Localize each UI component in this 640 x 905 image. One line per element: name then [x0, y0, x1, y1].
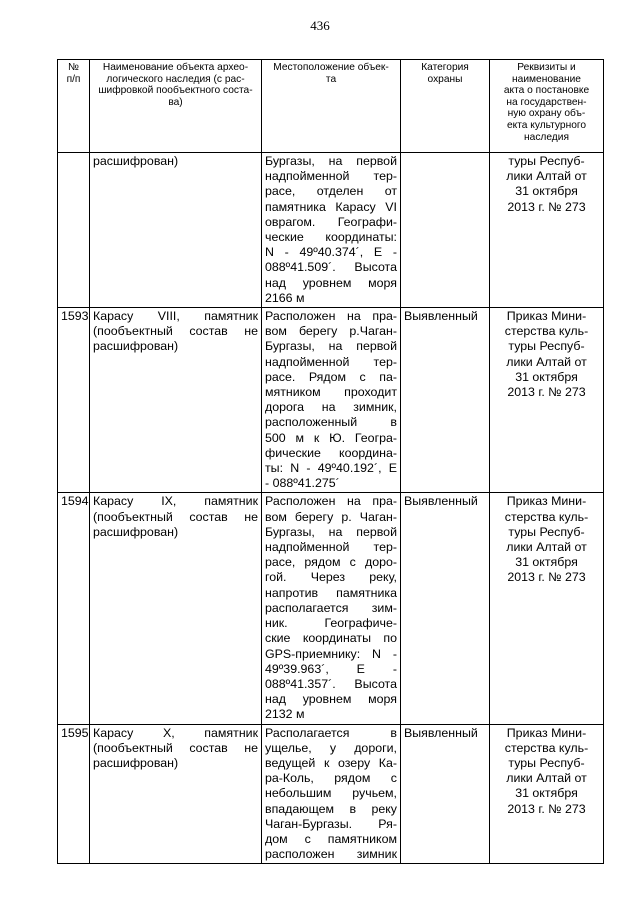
row-number: [58, 153, 90, 308]
location-line: GPS-приемнику: N -: [265, 646, 397, 661]
location-line: ущелье, у дороги,: [265, 740, 397, 755]
location-line: 49º39.963´, E -: [265, 661, 397, 676]
protection-category-cell: Выявленный: [401, 724, 490, 864]
header-number: № п/п: [58, 60, 90, 153]
location-line: надпойменной тер-: [265, 354, 397, 369]
location-line: небольшим ручьем,: [265, 786, 397, 801]
location-line: - 088º41.275´: [265, 476, 340, 491]
location-line: 088º41.509´. Высота: [265, 260, 397, 275]
table-row: [58, 153, 604, 308]
location-line: 500 м к Ю. Геогра-: [265, 430, 397, 445]
location-line: расположенный в: [265, 415, 397, 430]
location-cell: [262, 724, 401, 864]
location-line: надпойменной тер-: [265, 540, 397, 555]
location-line: мятником проходит: [265, 385, 397, 400]
object-name-line: расшифрован): [93, 154, 179, 168]
object-name-line: Карасу X, памятник: [93, 725, 258, 740]
location-line: ра-Коль, рядом с: [265, 771, 397, 786]
requisites-cell: [490, 724, 604, 864]
location-line: Чаган-Бургазы. Ря-: [265, 816, 397, 831]
location-line: впадающем в реку: [265, 801, 397, 816]
table-row: [58, 724, 604, 864]
location-line: 088º41.357´. Высота: [265, 676, 397, 691]
location-line: фические координа-: [265, 445, 397, 460]
location-line: ские координаты по: [265, 631, 397, 646]
table-row: [58, 308, 604, 493]
protection-category-cell: Выявленный: [401, 308, 490, 493]
location-line: 2132 м: [265, 707, 305, 722]
table-header-row: [58, 60, 604, 153]
object-name-cell: [90, 724, 262, 864]
object-name-line: расшифрован): [93, 339, 179, 354]
row-number: 1594: [58, 493, 90, 724]
requisites-cell: [490, 493, 604, 724]
location-line: располагается зим-: [265, 600, 397, 615]
requisites-text: туры Респуб- лики Алтай от 31 октября 2013 г. № 273: [506, 154, 587, 214]
location-line: Бургазы, на первой: [265, 154, 397, 168]
location-line: ты: N - 49º40.192´, E: [265, 461, 397, 476]
object-name-cell: [90, 493, 262, 724]
object-name-line: расшифрован): [93, 524, 179, 539]
header-object-name: Наименование объекта архео- логического наследия (с рас- шифровкой пообъектного соста- ва): [90, 60, 262, 153]
header-requisites: Реквизиты и наименование акта о постановке на государствен- ную охрану объ- екта культурного наследия: [490, 60, 604, 153]
location-line: Расположен на пра-: [265, 309, 397, 324]
location-cell: [262, 493, 401, 724]
requisites-text: Приказ Мини- стерства куль- туры Респуб- лики Алтай от 31 октября 2013 г. № 273: [504, 494, 589, 585]
object-name-line: (пообъектный состав не: [93, 324, 258, 339]
location-line: над уровнем моря: [265, 692, 397, 707]
table-row: [58, 493, 604, 724]
location-line: над уровнем моря: [265, 275, 397, 290]
object-name-line: расшифрован): [93, 755, 179, 770]
location-line: расе, отделен от: [265, 184, 397, 199]
location-line: ведущей к озеру Ка-: [265, 755, 397, 770]
header-location: Местоположение объек- та: [262, 60, 401, 153]
requisites-cell: [490, 153, 604, 308]
row-number: 1595: [58, 724, 90, 864]
location-line: памятника Карасу VI: [265, 199, 397, 214]
location-line: напротив памятника: [265, 585, 397, 600]
requisites-cell: [490, 308, 604, 493]
location-line: дом с памятником: [265, 831, 397, 846]
location-line: расположен зимник: [265, 847, 397, 862]
requisites-text: Приказ Мини- стерства куль- туры Респуб- лики Алтай от 31 октября 2013 г. № 273: [504, 309, 589, 400]
location-line: Бургазы, на первой: [265, 339, 397, 354]
requisites-text: Приказ Мини- стерства куль- туры Респуб- лики Алтай от 31 октября 2013 г. № 273: [504, 725, 589, 816]
row-number: 1593: [58, 308, 90, 493]
location-line: оврагом. Географи-: [265, 214, 397, 229]
page-number: 436: [310, 18, 330, 33]
object-name-line: Карасу VIII, памятник: [93, 309, 258, 324]
object-name-line: Карасу IX, памятник: [93, 494, 258, 509]
location-cell: [262, 308, 401, 493]
location-cell: [262, 153, 401, 308]
location-line: гой. Через реку,: [265, 570, 397, 585]
header-protection-category: Категория охраны: [401, 60, 490, 153]
object-name-cell: [90, 308, 262, 493]
location-line: N - 49º40.374´, E -: [265, 245, 397, 260]
location-line: 2166 м: [265, 290, 305, 305]
object-name-cell: [90, 153, 262, 308]
location-line: Бургазы, на первой: [265, 524, 397, 539]
location-line: вом берегу р. Чаган-: [265, 509, 397, 524]
location-line: дорога на зимник,: [265, 400, 397, 415]
location-line: ник. Географиче-: [265, 616, 397, 631]
object-name-line: (пообъектный состав не: [93, 509, 258, 524]
location-line: надпойменной тер-: [265, 169, 397, 184]
object-name-line: (пообъектный состав не: [93, 740, 258, 755]
location-line: Расположен на пра-: [265, 494, 397, 509]
heritage-register-table: [57, 59, 604, 864]
protection-category-cell: Выявленный: [401, 493, 490, 724]
location-line: вом берегу р.Чаган-: [265, 324, 397, 339]
location-line: расе, рядом с доро-: [265, 555, 397, 570]
location-line: расе. Рядом с па-: [265, 369, 397, 384]
protection-category-cell: [401, 153, 490, 308]
table-body: [58, 153, 604, 864]
location-line: Располагается в: [265, 725, 397, 740]
location-line: ческие координаты:: [265, 230, 397, 245]
